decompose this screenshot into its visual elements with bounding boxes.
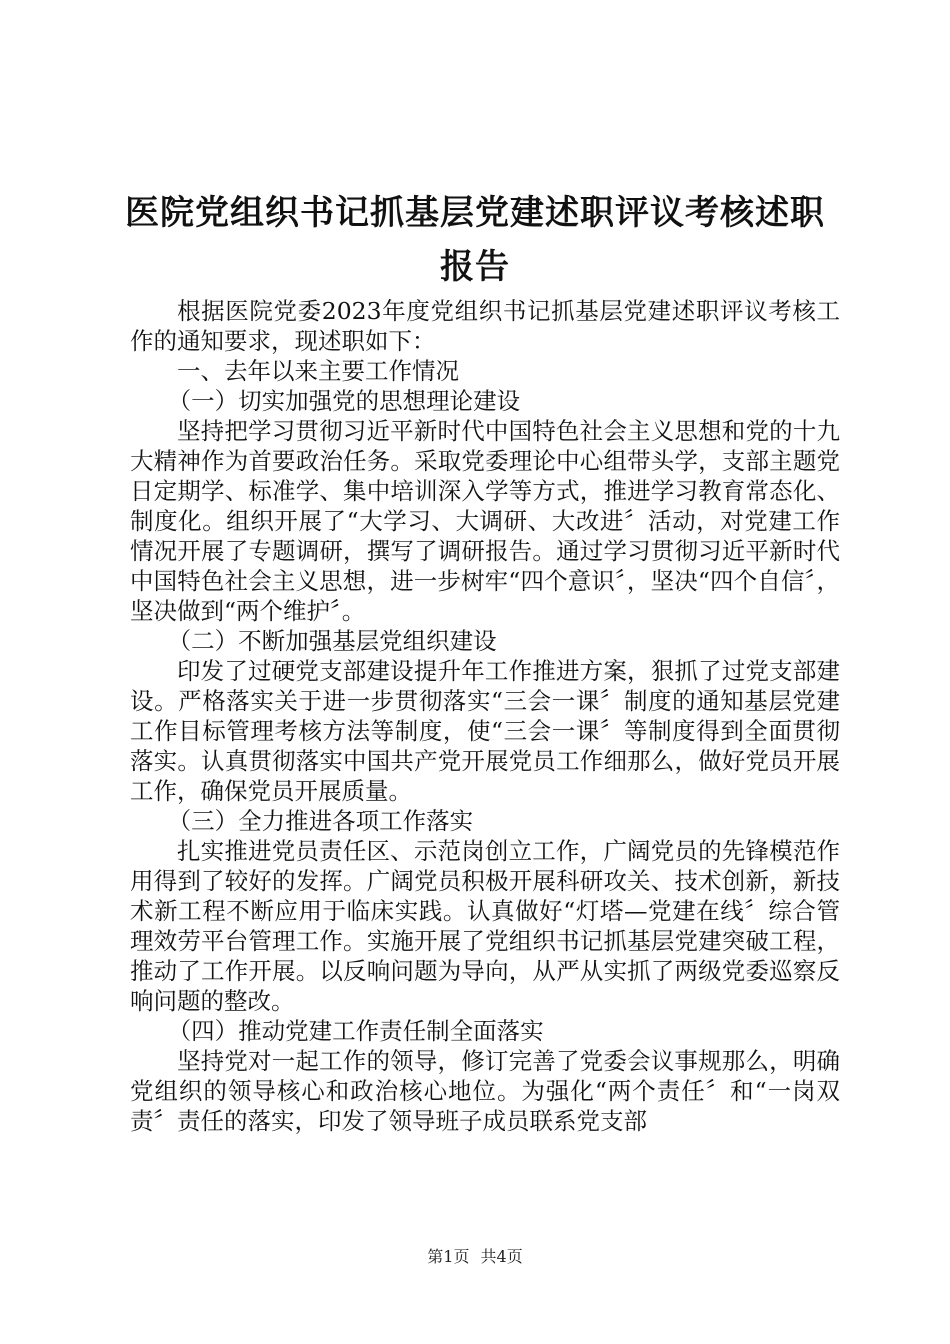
document-title-line-1: 医院党组织书记抓基层党建述职评议考核述职: [125, 193, 825, 233]
document-title-line-2: 报告: [440, 247, 510, 287]
page-number: 第1页: [427, 1247, 470, 1266]
subsection-heading-2: （二）不断加强基层党组织建设: [167, 627, 497, 655]
subsection-paragraph-1: 坚持把学习贯彻习近平新时代中国特色社会主义思想和党的十九大精神作为首要政治任务。采取党委理论中心组带头学，支部主题党日定期学、标准学、集中培训深入学等方式，推进学习教育常态化、制度化。组织开展了“大学习、大调研、大改进〞活动，对党建工作情况开展了专题调研，撰写了调研报告。通过学习贯彻习近平新时代中国特色社会主义思想，进一步树牢“四个意识〞，坚决“四个自信〞，坚决做到“两个维护〞。: [130, 417, 840, 625]
intro-paragraph: 根据医院党委2023年度党组织书记抓基层党建述职评议考核工作的通知要求，现述职如下：: [130, 297, 840, 355]
page-footer: [0, 1244, 950, 1267]
subsection-heading-4: （四）推动党建工作责任制全面落实: [167, 1017, 544, 1045]
subsection-heading-3: （三）全力推进各项工作落实: [167, 807, 474, 835]
page-total: 共4页: [480, 1247, 523, 1266]
subsection-heading-1: （一）切实加强党的思想理论建设: [167, 387, 521, 415]
subsection-paragraph-2: 印发了过硬党支部建设提升年工作推进方案，狠抓了过党支部建设。严格落实关于进一步贯彻落实“三会一课〞制度的通知基层党建工作目标管理考核方法等制度，使“三会一课〞等制度得到全面贯彻落实。认真贯彻落实中国共产党开展党员工作细那么，做好党员开展工作，确保党员开展质量。: [130, 657, 840, 805]
document-body: [130, 296, 840, 1136]
subsection-paragraph-4: 坚持党对一起工作的领导，修订完善了党委会议事规那么，明确党组织的领导核心和政治核心地位。为强化“两个责任〞和“一岗双责〞责任的落实，印发了领导班子成员联系党支部: [130, 1047, 840, 1135]
section-heading-1: 一、去年以来主要工作情况: [177, 357, 459, 385]
subsection-paragraph-3: 扎实推进党员责任区、示范岗创立工作，广阔党员的先锋模范作用得到了较好的发挥。广阔党员积极开展科研攻关、技术创新，新技术新工程不断应用于临床实践。认真做好“灯塔—党建在线〞综合管理效劳平台管理工作。实施开展了党组织书记抓基层党建突破工程，推动了工作开展。以反响问题为导向，从严从实抓了两级党委巡察反响问题的整改。: [130, 837, 840, 1015]
